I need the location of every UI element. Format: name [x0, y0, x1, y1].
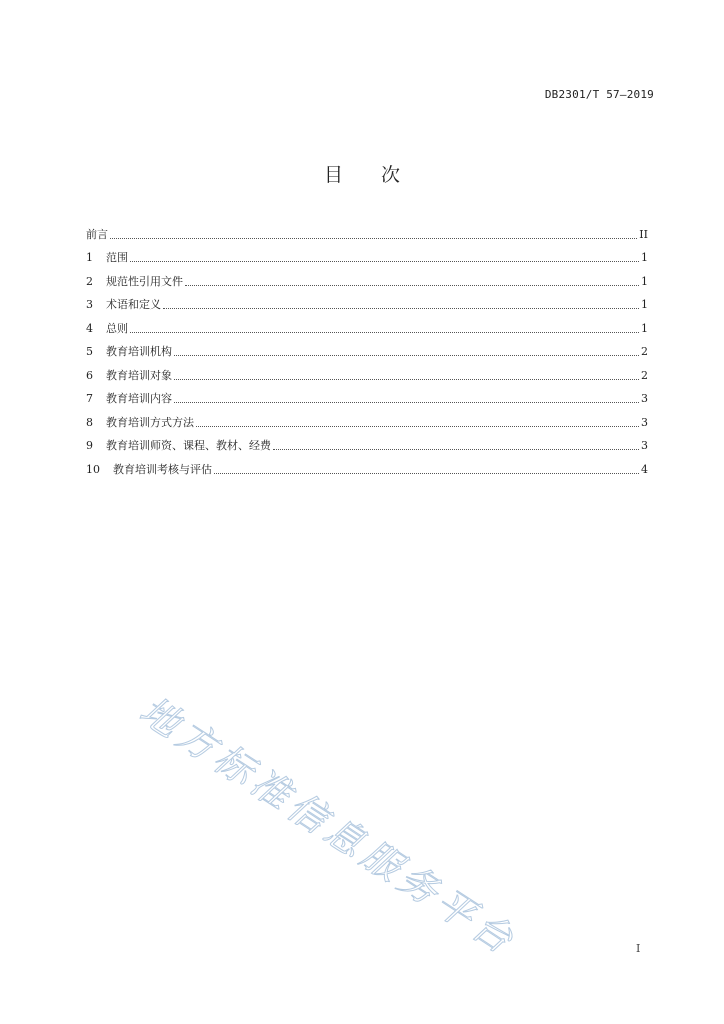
- toc-entry-4[interactable]: [86, 312, 648, 336]
- toc-entry-foreword[interactable]: [86, 218, 648, 242]
- toc-entry-3[interactable]: [86, 289, 648, 313]
- toc-entry-label: 教育培训师资、课程、教材、经费: [106, 439, 271, 452]
- toc-entry-8[interactable]: [86, 406, 648, 430]
- dot-leader: [130, 332, 639, 333]
- dot-leader: [214, 473, 639, 474]
- toc-entry-label: 范围: [106, 251, 128, 264]
- toc-entry-number: 6: [86, 368, 93, 382]
- dot-leader: [174, 355, 639, 356]
- toc-entry-number: 3: [86, 298, 93, 311]
- toc-entry-page: 2: [641, 345, 648, 358]
- toc-entry-number: 9: [86, 439, 93, 452]
- title-char-left: 目: [323, 164, 343, 186]
- watermark: 地方标准信息服务平台: [132, 687, 526, 965]
- title-char-right: 次: [381, 164, 401, 186]
- toc-entry-label: 总则: [106, 321, 128, 335]
- toc-entry-number: 10: [86, 462, 100, 476]
- toc-entry-page: 1: [641, 321, 648, 335]
- toc-entry-1[interactable]: [86, 242, 648, 266]
- toc-entry-6[interactable]: [86, 359, 648, 383]
- dot-leader: [110, 238, 637, 239]
- dot-leader: [196, 426, 639, 427]
- toc-entry-page: 1: [641, 298, 648, 311]
- toc-entry-5[interactable]: [86, 336, 648, 360]
- page-number: I: [636, 942, 641, 955]
- toc-entry-label: 教育培训内容: [106, 392, 172, 405]
- toc-entry-number: 4: [86, 321, 93, 335]
- dot-leader: [174, 379, 639, 380]
- toc-entry-page: 1: [641, 251, 648, 264]
- toc-entry-number: 1: [86, 251, 93, 264]
- toc-entry-number: 7: [86, 392, 93, 405]
- toc-entry-page: 3: [641, 439, 648, 452]
- toc-entry-page: 1: [641, 274, 648, 288]
- toc-entry-2[interactable]: [86, 265, 648, 289]
- toc-entry-page: II: [639, 227, 648, 241]
- toc-entry-label: 规范性引用文件: [106, 274, 183, 288]
- dot-leader: [273, 449, 639, 450]
- toc-entry-label: 术语和定义: [106, 298, 161, 311]
- toc-entry-label: 教育培训考核与评估: [113, 462, 212, 476]
- toc-entry-7[interactable]: [86, 383, 648, 407]
- toc-entry-number: 5: [86, 345, 93, 358]
- dot-leader: [174, 402, 639, 403]
- dot-leader: [185, 285, 639, 286]
- document-code: DB2301/T 57—2019: [544, 88, 654, 101]
- toc-entry-number: 8: [86, 415, 93, 429]
- toc-entry-label: 教育培训机构: [106, 345, 172, 358]
- toc-entry-page: 3: [641, 415, 648, 429]
- toc-entry-label: 前言: [86, 227, 108, 241]
- table-of-contents: [86, 218, 648, 477]
- page-title: [0, 160, 724, 187]
- toc-entry-page: 4: [641, 462, 648, 476]
- dot-leader: [163, 308, 639, 309]
- toc-entry-10[interactable]: [86, 453, 648, 477]
- toc-entry-9[interactable]: [86, 430, 648, 454]
- toc-entry-page: 3: [641, 392, 648, 405]
- dot-leader: [130, 261, 639, 262]
- toc-entry-page: 2: [641, 368, 648, 382]
- toc-entry-label: 教育培训方式方法: [106, 415, 194, 429]
- toc-entry-label: 教育培训对象: [106, 368, 172, 382]
- toc-entry-number: 2: [86, 274, 93, 288]
